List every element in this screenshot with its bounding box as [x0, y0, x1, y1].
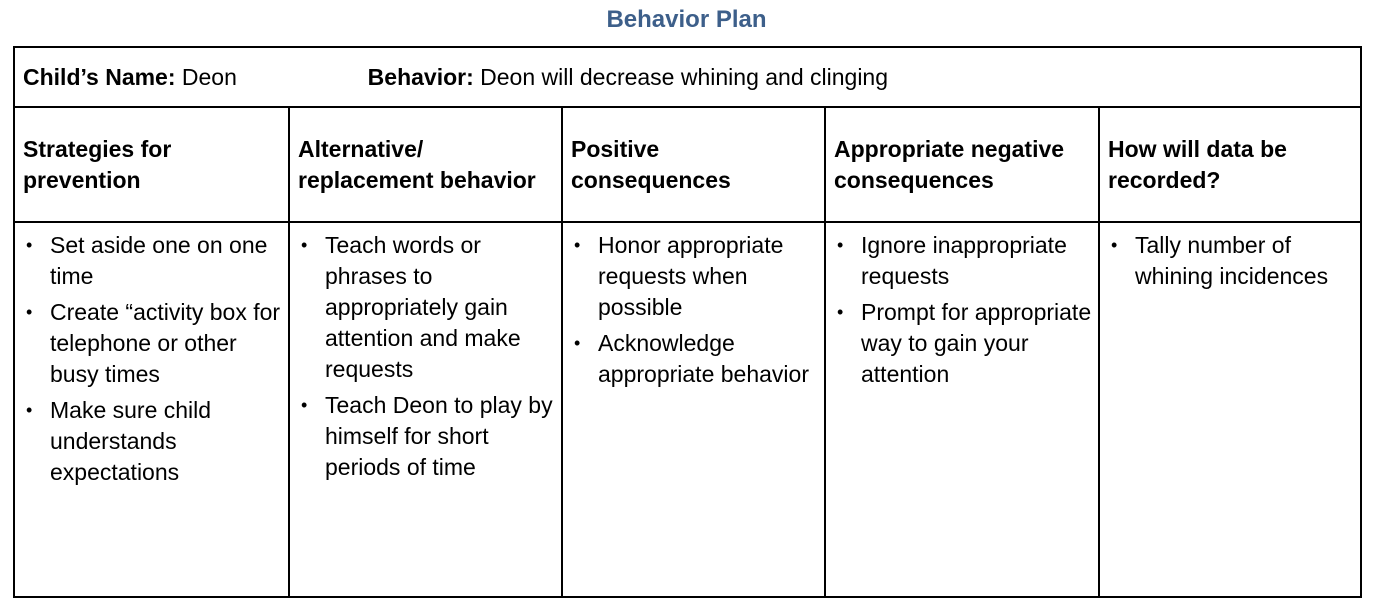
positive-list	[571, 230, 818, 390]
alternative-list	[298, 230, 555, 483]
alternative-cell	[289, 222, 562, 597]
bullet-icon: •	[26, 302, 33, 322]
negative-cell	[825, 222, 1099, 597]
list-item: • Teach Deon to play by himself for short periods of time	[301, 392, 553, 480]
bullet-icon: •	[26, 235, 33, 255]
bullet-icon: •	[1111, 235, 1118, 255]
behavior-label: Behavior:	[367, 63, 474, 90]
child-info-line	[23, 64, 888, 90]
list-item: • Tally number of whining incidences	[1111, 232, 1329, 289]
page-title: Behavior Plan	[606, 6, 767, 33]
content-row	[14, 222, 1361, 597]
bullet-icon: •	[837, 235, 844, 255]
bullet-icon: •	[837, 302, 844, 322]
column-header-strategies: Strategies for prevention	[14, 107, 289, 222]
behavior-value: Deon will decrease whining and clinging	[480, 63, 889, 90]
bullet-icon: •	[574, 235, 581, 255]
list-item: • Acknowledge appropriate behavior	[574, 330, 809, 387]
list-item: • Set aside one on one time	[26, 232, 268, 289]
positive-cell	[562, 222, 825, 597]
list-item: • Create “activity box for telephone or other busy times	[26, 299, 281, 387]
negative-list	[834, 230, 1092, 390]
column-header-data-recording: How will data be recorded?	[1099, 107, 1361, 222]
bullet-icon: •	[301, 235, 308, 255]
child-info-row	[14, 47, 1361, 107]
bullet-icon: •	[301, 395, 308, 415]
column-header-negative: Appropriate negative consequences	[825, 107, 1099, 222]
bullet-icon: •	[26, 400, 33, 420]
list-item: • Prompt for appropriate way to gain your attention	[837, 299, 1092, 387]
child-info-cell	[14, 47, 1361, 107]
behavior-plan-table	[13, 46, 1362, 598]
child-name-value: Deon	[181, 63, 237, 90]
child-name-label: Child’s Name:	[23, 63, 176, 90]
strategies-list	[23, 230, 282, 488]
bullet-icon: •	[574, 333, 581, 353]
list-item: • Ignore inappropriate requests	[837, 232, 1067, 289]
column-header-positive: Positive consequences	[562, 107, 825, 222]
data-recording-cell	[1099, 222, 1361, 597]
header-row	[14, 107, 1361, 222]
list-item: • Make sure child understands expectations	[26, 397, 212, 485]
column-header-alternative: Alternative/ replacement behavior	[289, 107, 562, 222]
list-item: • Honor appropriate requests when possible	[574, 232, 784, 320]
strategies-cell	[14, 222, 289, 597]
data-recording-list	[1108, 230, 1354, 292]
list-item: • Teach words or phrases to appropriately gain attention and make requests	[301, 232, 521, 382]
